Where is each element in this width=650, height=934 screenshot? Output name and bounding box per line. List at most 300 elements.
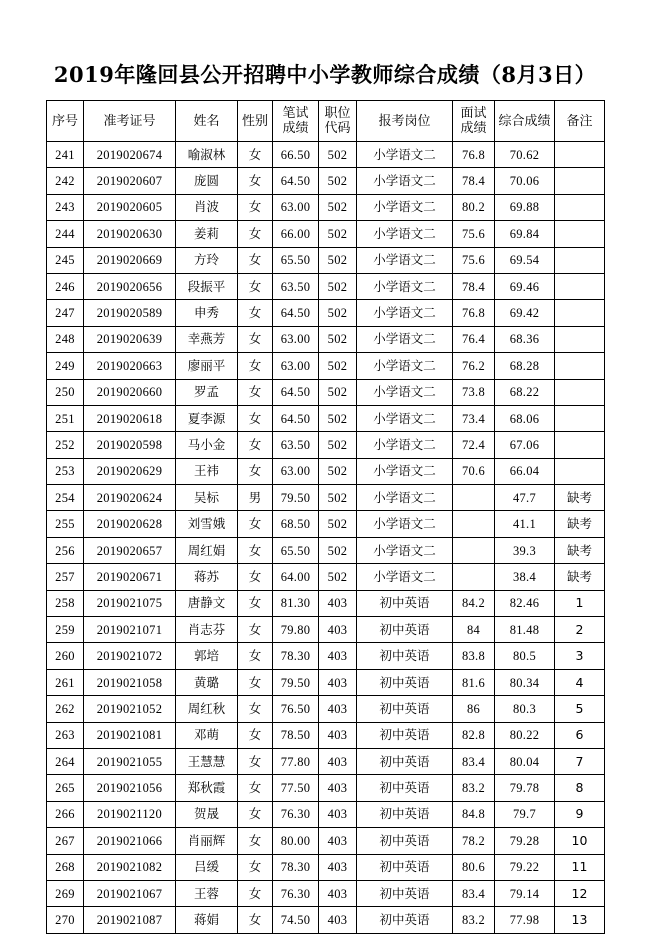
table-row xyxy=(47,485,605,511)
table-row xyxy=(47,564,605,590)
cell-written: 76.30 xyxy=(273,880,319,906)
cell-jobcode: 403 xyxy=(319,617,357,643)
cell-post: 初中英语 xyxy=(357,590,453,616)
cell-interview: 80.2 xyxy=(453,194,495,220)
cell-gender: 女 xyxy=(238,722,273,748)
cell-interview: 78.4 xyxy=(453,273,495,299)
cell-interview: 75.6 xyxy=(453,221,495,247)
cell-seq: 264 xyxy=(47,748,84,774)
cell-gender: 女 xyxy=(238,828,273,854)
column-header-name xyxy=(176,101,238,142)
table-row xyxy=(47,300,605,326)
cell-ticket: 2019021072 xyxy=(84,643,176,669)
column-header-ticket xyxy=(84,101,176,142)
cell-jobcode: 403 xyxy=(319,722,357,748)
cell-interview: 83.2 xyxy=(453,775,495,801)
cell-ticket: 2019021120 xyxy=(84,801,176,827)
cell-post: 小学语文二 xyxy=(357,537,453,563)
cell-seq: 259 xyxy=(47,617,84,643)
cell-ticket: 2019021056 xyxy=(84,775,176,801)
cell-total: 80.04 xyxy=(495,748,555,774)
column-header-remark-line1: 备注 xyxy=(566,113,593,129)
cell-total: 70.06 xyxy=(495,168,555,194)
cell-seq: 253 xyxy=(47,458,84,484)
cell-written: 64.00 xyxy=(273,564,319,590)
cell-remark: 4 xyxy=(555,669,605,695)
cell-name: 王蓉 xyxy=(176,880,238,906)
cell-ticket: 2019020671 xyxy=(84,564,176,590)
cell-remark: 11 xyxy=(555,854,605,880)
table-row xyxy=(47,880,605,906)
cell-name: 吴标 xyxy=(176,485,238,511)
cell-name: 姜莉 xyxy=(176,221,238,247)
cell-written: 63.00 xyxy=(273,353,319,379)
cell-ticket: 2019020630 xyxy=(84,221,176,247)
cell-name: 夏李源 xyxy=(176,405,238,431)
grades-table-container xyxy=(46,100,604,934)
cell-ticket: 2019021055 xyxy=(84,748,176,774)
cell-gender: 女 xyxy=(238,880,273,906)
cell-jobcode: 502 xyxy=(319,221,357,247)
cell-remark: 7 xyxy=(555,748,605,774)
cell-seq: 242 xyxy=(47,168,84,194)
column-header-seq-line1: 序号 xyxy=(51,113,78,129)
cell-post: 初中英语 xyxy=(357,722,453,748)
cell-interview: 84.2 xyxy=(453,590,495,616)
cell-written: 64.50 xyxy=(273,379,319,405)
cell-total: 68.06 xyxy=(495,405,555,431)
cell-jobcode: 502 xyxy=(319,142,357,168)
cell-total: 67.06 xyxy=(495,432,555,458)
cell-post: 初中英语 xyxy=(357,643,453,669)
cell-remark xyxy=(555,194,605,220)
table-row xyxy=(47,168,605,194)
cell-remark: 6 xyxy=(555,722,605,748)
cell-gender: 女 xyxy=(238,854,273,880)
cell-total: 69.88 xyxy=(495,194,555,220)
cell-remark: 缺考 xyxy=(555,537,605,563)
cell-jobcode: 403 xyxy=(319,643,357,669)
cell-post: 初中英语 xyxy=(357,828,453,854)
cell-ticket: 2019020598 xyxy=(84,432,176,458)
cell-name: 蒋娟 xyxy=(176,907,238,933)
table-header-row xyxy=(47,101,605,142)
cell-total: 47.7 xyxy=(495,485,555,511)
cell-ticket: 2019020674 xyxy=(84,142,176,168)
cell-remark xyxy=(555,326,605,352)
cell-name: 刘雪娥 xyxy=(176,511,238,537)
cell-total: 80.3 xyxy=(495,696,555,722)
table-header xyxy=(47,101,605,142)
cell-gender: 女 xyxy=(238,221,273,247)
cell-jobcode: 502 xyxy=(319,273,357,299)
cell-written: 65.50 xyxy=(273,537,319,563)
cell-post: 小学语文二 xyxy=(357,564,453,590)
cell-total: 69.84 xyxy=(495,221,555,247)
cell-ticket: 2019020607 xyxy=(84,168,176,194)
table-row xyxy=(47,669,605,695)
cell-total: 41.1 xyxy=(495,511,555,537)
cell-written: 63.50 xyxy=(273,432,319,458)
cell-total: 68.28 xyxy=(495,353,555,379)
cell-seq: 254 xyxy=(47,485,84,511)
cell-remark xyxy=(555,458,605,484)
cell-name: 王祎 xyxy=(176,458,238,484)
cell-seq: 260 xyxy=(47,643,84,669)
table-row xyxy=(47,722,605,748)
cell-gender: 女 xyxy=(238,696,273,722)
cell-seq: 251 xyxy=(47,405,84,431)
cell-interview: 86 xyxy=(453,696,495,722)
cell-jobcode: 502 xyxy=(319,326,357,352)
cell-gender: 女 xyxy=(238,405,273,431)
cell-jobcode: 403 xyxy=(319,854,357,880)
column-header-interview-score xyxy=(453,101,495,142)
cell-written: 77.80 xyxy=(273,748,319,774)
cell-jobcode: 502 xyxy=(319,194,357,220)
column-header-seq xyxy=(47,101,84,142)
cell-total: 68.22 xyxy=(495,379,555,405)
cell-written: 64.50 xyxy=(273,168,319,194)
cell-seq: 252 xyxy=(47,432,84,458)
cell-name: 马小金 xyxy=(176,432,238,458)
cell-remark: 2 xyxy=(555,617,605,643)
cell-gender: 女 xyxy=(238,669,273,695)
table-row xyxy=(47,775,605,801)
cell-interview: 84 xyxy=(453,617,495,643)
cell-jobcode: 502 xyxy=(319,379,357,405)
table-row xyxy=(47,828,605,854)
cell-interview: 83.8 xyxy=(453,643,495,669)
column-header-interview-score-line1: 面试 xyxy=(460,106,487,121)
cell-total: 39.3 xyxy=(495,537,555,563)
cell-seq: 262 xyxy=(47,696,84,722)
cell-post: 小学语文二 xyxy=(357,458,453,484)
cell-written: 63.00 xyxy=(273,194,319,220)
column-header-interview-score-line2: 成绩 xyxy=(460,121,487,136)
column-header-gender-line1: 性别 xyxy=(241,113,268,129)
cell-post: 初中英语 xyxy=(357,907,453,933)
cell-post: 小学语文二 xyxy=(357,300,453,326)
cell-written: 76.50 xyxy=(273,696,319,722)
cell-gender: 女 xyxy=(238,643,273,669)
cell-seq: 267 xyxy=(47,828,84,854)
cell-remark xyxy=(555,353,605,379)
cell-name: 黄璐 xyxy=(176,669,238,695)
cell-interview: 83.2 xyxy=(453,907,495,933)
cell-post: 小学语文二 xyxy=(357,168,453,194)
cell-ticket: 2019020628 xyxy=(84,511,176,537)
cell-gender: 女 xyxy=(238,801,273,827)
cell-name: 申秀 xyxy=(176,300,238,326)
cell-interview: 78.4 xyxy=(453,168,495,194)
table-row xyxy=(47,221,605,247)
cell-remark xyxy=(555,379,605,405)
cell-interview: 72.4 xyxy=(453,432,495,458)
cell-ticket: 2019020639 xyxy=(84,326,176,352)
cell-jobcode: 502 xyxy=(319,564,357,590)
page-title: 2019年隆回县公开招聘中小学教师综合成绩（8月3日） xyxy=(53,62,597,87)
cell-gender: 男 xyxy=(238,485,273,511)
cell-name: 周红秋 xyxy=(176,696,238,722)
cell-ticket: 2019021066 xyxy=(84,828,176,854)
cell-post: 小学语文二 xyxy=(357,353,453,379)
cell-gender: 女 xyxy=(238,273,273,299)
cell-jobcode: 403 xyxy=(319,748,357,774)
cell-name: 肖丽辉 xyxy=(176,828,238,854)
cell-remark xyxy=(555,405,605,431)
cell-gender: 女 xyxy=(238,511,273,537)
cell-name: 周红娟 xyxy=(176,537,238,563)
cell-remark xyxy=(555,300,605,326)
cell-remark: 5 xyxy=(555,696,605,722)
table-row xyxy=(47,458,605,484)
cell-jobcode: 502 xyxy=(319,432,357,458)
cell-gender: 女 xyxy=(238,353,273,379)
cell-gender: 女 xyxy=(238,247,273,273)
cell-name: 郑秋霞 xyxy=(176,775,238,801)
cell-post: 小学语文二 xyxy=(357,405,453,431)
cell-total: 81.48 xyxy=(495,617,555,643)
table-row xyxy=(47,854,605,880)
table-row xyxy=(47,273,605,299)
cell-ticket: 2019020669 xyxy=(84,247,176,273)
cell-seq: 256 xyxy=(47,537,84,563)
cell-seq: 243 xyxy=(47,194,84,220)
cell-written: 78.30 xyxy=(273,854,319,880)
cell-gender: 女 xyxy=(238,458,273,484)
cell-ticket: 2019020589 xyxy=(84,300,176,326)
cell-remark xyxy=(555,221,605,247)
table-row xyxy=(47,326,605,352)
cell-written: 66.00 xyxy=(273,221,319,247)
cell-gender: 女 xyxy=(238,537,273,563)
cell-remark: 缺考 xyxy=(555,485,605,511)
cell-name: 邓萌 xyxy=(176,722,238,748)
cell-post: 小学语文二 xyxy=(357,142,453,168)
table-row xyxy=(47,748,605,774)
cell-total: 79.14 xyxy=(495,880,555,906)
cell-gender: 女 xyxy=(238,907,273,933)
cell-total: 79.22 xyxy=(495,854,555,880)
cell-ticket: 2019020663 xyxy=(84,353,176,379)
column-header-remark xyxy=(555,101,605,142)
cell-remark: 13 xyxy=(555,907,605,933)
cell-written: 81.30 xyxy=(273,590,319,616)
cell-total: 66.04 xyxy=(495,458,555,484)
table-row xyxy=(47,432,605,458)
cell-interview: 75.6 xyxy=(453,247,495,273)
cell-seq: 245 xyxy=(47,247,84,273)
cell-jobcode: 403 xyxy=(319,880,357,906)
cell-total: 77.98 xyxy=(495,907,555,933)
cell-gender: 女 xyxy=(238,775,273,801)
cell-name: 方玲 xyxy=(176,247,238,273)
cell-jobcode: 502 xyxy=(319,537,357,563)
table-row xyxy=(47,590,605,616)
cell-name: 唐静文 xyxy=(176,590,238,616)
cell-total: 69.42 xyxy=(495,300,555,326)
column-header-post xyxy=(357,101,453,142)
cell-seq: 249 xyxy=(47,353,84,379)
column-header-job-code xyxy=(319,101,357,142)
cell-name: 幸燕芳 xyxy=(176,326,238,352)
cell-remark xyxy=(555,432,605,458)
table-row xyxy=(47,537,605,563)
table-row xyxy=(47,643,605,669)
cell-total: 80.5 xyxy=(495,643,555,669)
cell-interview: 84.8 xyxy=(453,801,495,827)
cell-name: 段振平 xyxy=(176,273,238,299)
cell-written: 64.50 xyxy=(273,300,319,326)
table-row xyxy=(47,353,605,379)
cell-remark xyxy=(555,168,605,194)
cell-jobcode: 403 xyxy=(319,669,357,695)
cell-remark: 1 xyxy=(555,590,605,616)
cell-jobcode: 403 xyxy=(319,775,357,801)
cell-ticket: 2019020660 xyxy=(84,379,176,405)
cell-interview: 83.4 xyxy=(453,748,495,774)
cell-name: 贺晟 xyxy=(176,801,238,827)
cell-post: 初中英语 xyxy=(357,854,453,880)
cell-seq: 241 xyxy=(47,142,84,168)
column-header-written-score xyxy=(273,101,319,142)
cell-ticket: 2019020624 xyxy=(84,485,176,511)
table-row xyxy=(47,405,605,431)
cell-total: 80.34 xyxy=(495,669,555,695)
cell-post: 初中英语 xyxy=(357,696,453,722)
cell-ticket: 2019021067 xyxy=(84,880,176,906)
cell-total: 38.4 xyxy=(495,564,555,590)
cell-gender: 女 xyxy=(238,432,273,458)
column-header-written-score-line2: 成绩 xyxy=(282,121,309,136)
table-body xyxy=(47,142,605,934)
cell-remark: 缺考 xyxy=(555,564,605,590)
cell-jobcode: 502 xyxy=(319,458,357,484)
cell-written: 63.00 xyxy=(273,326,319,352)
cell-name: 王慧慧 xyxy=(176,748,238,774)
cell-ticket: 2019021081 xyxy=(84,722,176,748)
cell-gender: 女 xyxy=(238,300,273,326)
cell-name: 肖志芬 xyxy=(176,617,238,643)
table-row xyxy=(47,617,605,643)
column-header-job-code-line1: 职位 xyxy=(324,106,351,121)
cell-ticket: 2019021087 xyxy=(84,907,176,933)
cell-seq: 258 xyxy=(47,590,84,616)
cell-interview xyxy=(453,537,495,563)
cell-interview: 73.8 xyxy=(453,379,495,405)
cell-seq: 257 xyxy=(47,564,84,590)
cell-seq: 247 xyxy=(47,300,84,326)
cell-written: 78.30 xyxy=(273,643,319,669)
cell-name: 肖波 xyxy=(176,194,238,220)
cell-seq: 255 xyxy=(47,511,84,537)
cell-interview: 76.4 xyxy=(453,326,495,352)
cell-jobcode: 502 xyxy=(319,300,357,326)
cell-jobcode: 502 xyxy=(319,247,357,273)
cell-written: 63.00 xyxy=(273,458,319,484)
cell-written: 63.50 xyxy=(273,273,319,299)
cell-written: 64.50 xyxy=(273,405,319,431)
cell-seq: 266 xyxy=(47,801,84,827)
cell-remark: 12 xyxy=(555,880,605,906)
cell-seq: 269 xyxy=(47,880,84,906)
cell-gender: 女 xyxy=(238,590,273,616)
cell-seq: 246 xyxy=(47,273,84,299)
cell-remark: 9 xyxy=(555,801,605,827)
cell-interview: 82.8 xyxy=(453,722,495,748)
column-header-gender xyxy=(238,101,273,142)
table-row xyxy=(47,696,605,722)
cell-jobcode: 403 xyxy=(319,590,357,616)
cell-post: 初中英语 xyxy=(357,748,453,774)
cell-written: 80.00 xyxy=(273,828,319,854)
cell-remark xyxy=(555,247,605,273)
cell-total: 68.36 xyxy=(495,326,555,352)
cell-ticket: 2019020656 xyxy=(84,273,176,299)
table-row xyxy=(47,379,605,405)
cell-seq: 250 xyxy=(47,379,84,405)
cell-name: 郭培 xyxy=(176,643,238,669)
cell-gender: 女 xyxy=(238,194,273,220)
cell-written: 78.50 xyxy=(273,722,319,748)
cell-seq: 270 xyxy=(47,907,84,933)
cell-remark xyxy=(555,273,605,299)
cell-written: 76.30 xyxy=(273,801,319,827)
cell-name: 吕缓 xyxy=(176,854,238,880)
cell-total: 79.28 xyxy=(495,828,555,854)
cell-post: 初中英语 xyxy=(357,880,453,906)
table-row xyxy=(47,142,605,168)
cell-post: 小学语文二 xyxy=(357,379,453,405)
column-header-written-score-line1: 笔试 xyxy=(282,106,309,121)
cell-written: 77.50 xyxy=(273,775,319,801)
cell-post: 小学语文二 xyxy=(357,247,453,273)
cell-post: 小学语文二 xyxy=(357,273,453,299)
cell-post: 小学语文二 xyxy=(357,511,453,537)
column-header-post-line1: 报考岗位 xyxy=(378,113,431,129)
cell-written: 68.50 xyxy=(273,511,319,537)
cell-seq: 261 xyxy=(47,669,84,695)
cell-ticket: 2019021058 xyxy=(84,669,176,695)
column-header-ticket-line1: 准考证号 xyxy=(103,113,156,129)
cell-interview xyxy=(453,511,495,537)
cell-post: 小学语文二 xyxy=(357,221,453,247)
cell-written: 65.50 xyxy=(273,247,319,273)
cell-interview: 80.6 xyxy=(453,854,495,880)
cell-written: 74.50 xyxy=(273,907,319,933)
table-row xyxy=(47,194,605,220)
cell-remark xyxy=(555,142,605,168)
cell-jobcode: 403 xyxy=(319,828,357,854)
cell-post: 小学语文二 xyxy=(357,326,453,352)
column-header-total-score-line1: 综合成绩 xyxy=(498,113,551,129)
cell-gender: 女 xyxy=(238,564,273,590)
cell-name: 廖丽平 xyxy=(176,353,238,379)
cell-interview: 81.6 xyxy=(453,669,495,695)
cell-seq: 263 xyxy=(47,722,84,748)
cell-gender: 女 xyxy=(238,168,273,194)
cell-remark: 3 xyxy=(555,643,605,669)
column-header-job-code-line2: 代码 xyxy=(324,121,351,136)
cell-total: 70.62 xyxy=(495,142,555,168)
column-header-name-line1: 姓名 xyxy=(193,113,220,129)
cell-total: 79.78 xyxy=(495,775,555,801)
cell-ticket: 2019020618 xyxy=(84,405,176,431)
cell-interview xyxy=(453,485,495,511)
cell-interview: 76.2 xyxy=(453,353,495,379)
cell-total: 82.46 xyxy=(495,590,555,616)
